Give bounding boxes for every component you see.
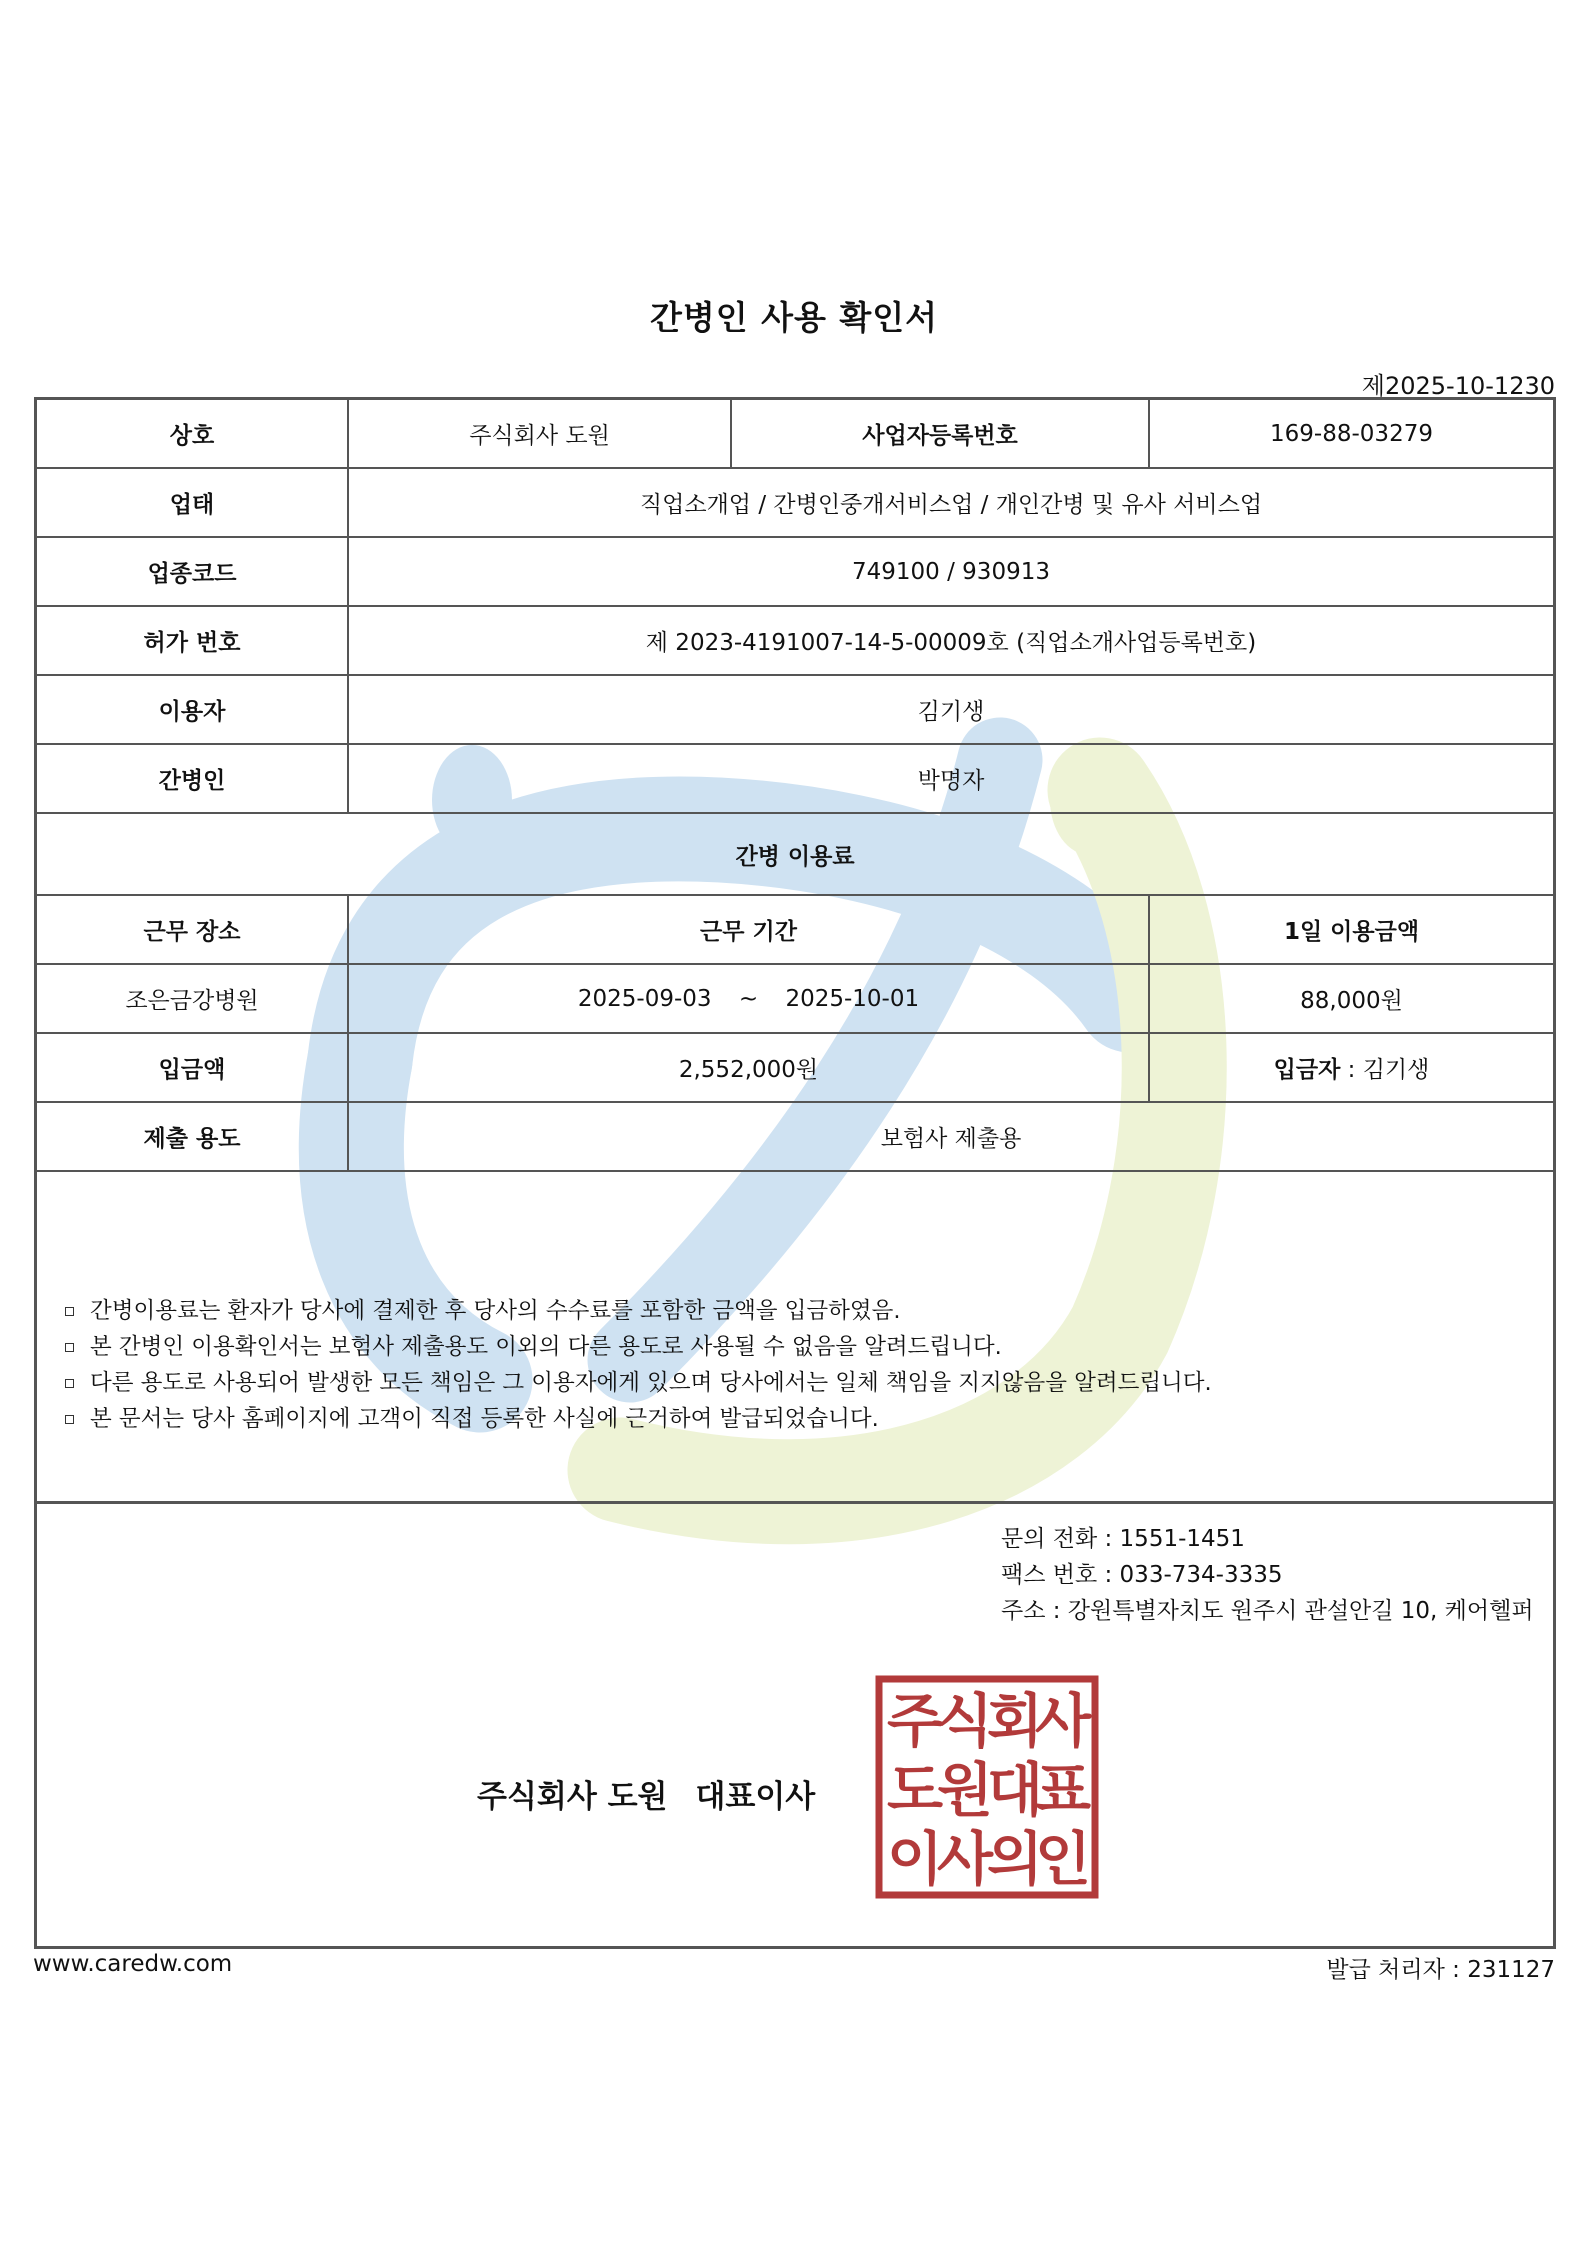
company-seal-stamp [875,1675,1099,1899]
svg-text:대: 대 [986,1756,1044,1824]
company-label: 상호 [37,400,348,468]
table-row [37,895,1553,964]
company-value: 주식회사 도원 [348,400,731,468]
user-value: 김기생 [348,675,1553,744]
svg-text:원: 원 [936,1756,994,1824]
section-divider [37,1501,1553,1504]
table-row [37,537,1553,606]
svg-text:사: 사 [936,1825,994,1893]
license-label: 허가 번호 [37,606,348,675]
note-text: 본 간병인 이용확인서는 보험사 제출용도 이외의 다른 용도로 사용될 수 없음을 알려드립니다. [90,1334,1002,1360]
place-label: 근무 장소 [37,895,348,964]
svg-text:식: 식 [936,1687,994,1755]
notes-list [61,1293,1212,1437]
list-item [61,1365,1212,1401]
document-title: 간병인 사용 확인서 [649,298,938,337]
list-item [61,1329,1212,1365]
note-text: 다른 용도로 사용되어 발생한 모든 책임은 그 이용자에게 있으며 당사에서는 일체 책임을 지지않음을 알려드립니다. [90,1370,1212,1396]
payer-value: 김기생 [1362,1057,1430,1083]
table-row [37,675,1553,744]
payer-separator: : [1340,1057,1363,1083]
fee-section-title: 간병 이용료 [37,813,1553,895]
period-start: 2025-09-03 [577,985,712,1012]
document-number: 제2025-10-1230 [1361,372,1555,400]
contact-info [1001,1521,1534,1629]
signature-title: 대표이사 [695,1779,816,1815]
period-value [348,964,1149,1033]
note-text: 본 문서는 당사 홈페이지에 고객이 직접 등록한 사실에 근거하여 발급되었습니다. [90,1406,879,1432]
bizreg-label: 사업자등록번호 [731,400,1149,468]
table-row [37,744,1553,813]
payer-label: 입금자 [1273,1057,1341,1083]
square-bullet-icon [65,1307,74,1316]
period-end: 2025-10-01 [785,985,920,1012]
table-row [37,813,1553,895]
table-row [37,1033,1553,1102]
bizreg-value: 169-88-03279 [1149,400,1553,468]
payer-cell [1149,1033,1553,1102]
table-row [37,1102,1553,1171]
signature-company: 주식회사 도원 [477,1779,668,1815]
caregiver-value: 박명자 [348,744,1553,813]
square-bullet-icon [65,1415,74,1424]
square-bullet-icon [65,1379,74,1388]
contact-fax: 팩스 번호 : 033-734-3335 [1001,1562,1283,1588]
svg-text:회: 회 [986,1687,1044,1755]
table-row [37,964,1553,1033]
industry-code-label: 업종코드 [37,537,348,606]
certificate-frame [34,397,1556,1949]
svg-text:도: 도 [886,1756,944,1824]
period-separator: ~ [738,985,759,1012]
contact-address: 주소 : 강원특별자치도 원주시 관설안길 10, 케어헬퍼 [1001,1598,1534,1624]
table-row [37,606,1553,675]
table-row [37,400,1553,468]
caregiver-label: 간병인 [37,744,348,813]
issuer-id: 발급 처리자 : 231127 [1326,1957,1555,1983]
period-label: 근무 기간 [348,895,1149,964]
signature-line [477,1771,815,1816]
certificate-table [37,400,1553,1172]
svg-text:이: 이 [886,1825,944,1893]
square-bullet-icon [65,1343,74,1352]
deposit-value: 2,552,000원 [348,1033,1149,1102]
company-website: www.caredw.com [33,1951,233,1977]
purpose-label: 제출 용도 [37,1102,348,1171]
daily-fee-value: 88,000원 [1149,964,1553,1033]
license-value: 제 2023-4191007-14-5-00009호 (직업소개사업등록번호) [348,606,1553,675]
svg-text:인: 인 [1034,1825,1092,1893]
note-text: 간병이용료는 환자가 당사에 결제한 후 당사의 수수료를 포함한 금액을 입금하였음. [90,1298,901,1324]
deposit-label: 입금액 [37,1033,348,1102]
place-value: 조은금강병원 [37,964,348,1033]
svg-text:표: 표 [1034,1756,1092,1824]
contact-phone: 문의 전화 : 1551-1451 [1001,1526,1245,1552]
industry-code-value: 749100 / 930913 [348,537,1553,606]
svg-text:사: 사 [1034,1687,1092,1755]
daily-fee-label: 1일 이용금액 [1149,895,1553,964]
business-value: 직업소개업 / 간병인중개서비스업 / 개인간병 및 유사 서비스업 [348,468,1553,537]
list-item [61,1401,1212,1437]
svg-text:주: 주 [886,1687,944,1755]
user-label: 이용자 [37,675,348,744]
table-row [37,468,1553,537]
business-label: 업태 [37,468,348,537]
purpose-value: 보험사 제출용 [348,1102,1553,1171]
list-item [61,1293,1212,1329]
svg-text:의: 의 [986,1825,1044,1893]
